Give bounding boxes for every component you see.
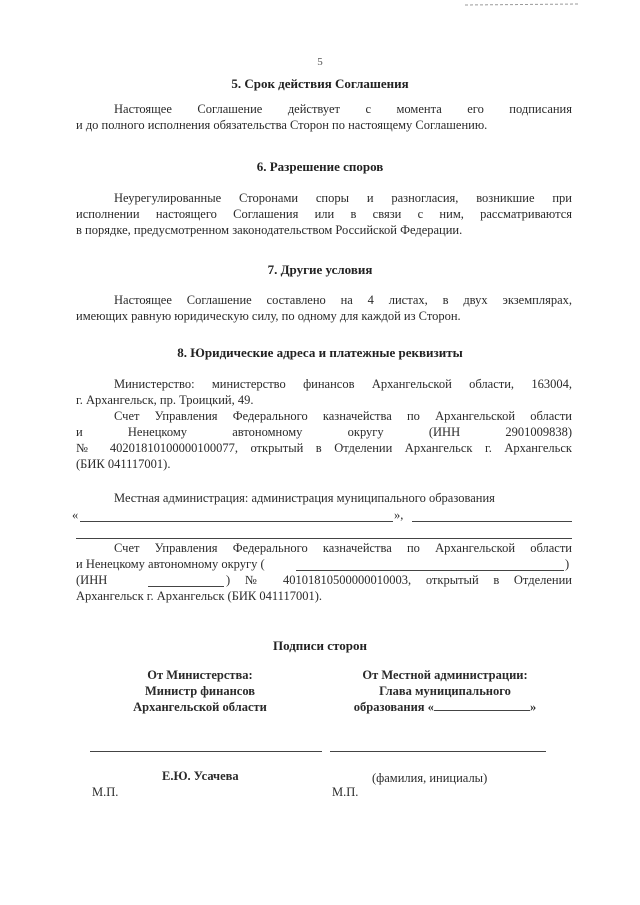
stamp-left: М.П.	[92, 785, 119, 799]
local-line-6: ) № 40101810500000010003, открытый в Отделении	[226, 573, 572, 587]
signature-left-line-3: Архангельской области	[133, 700, 267, 714]
section-8-title: 8. Юридические адреса и платежные реквизиты	[177, 345, 463, 360]
section-5-line-1: Настоящее Соглашение действует с момента его подписания	[114, 102, 572, 116]
signature-left-line-2: Министр финансов	[144, 684, 256, 698]
local-inn-blank	[148, 586, 224, 587]
section-7-title: 7. Другие условия	[267, 262, 373, 277]
scan-artifact	[465, 2, 580, 7]
local-quote-open: «	[72, 508, 79, 522]
ministry-line-2: г. Архангельск, пр. Троицкий, 49.	[76, 393, 254, 407]
local-inn-label: (ИНН	[76, 573, 108, 587]
head-name-placeholder: (фамилия, инициалы)	[372, 771, 488, 785]
section-5-title: 5. Срок действия Соглашения	[231, 76, 409, 91]
local-quote-close: »,	[394, 508, 404, 522]
section-6-title: 6. Разрешение споров	[256, 159, 384, 174]
stamp-right: М.П.	[332, 785, 359, 799]
signature-line-left	[90, 751, 322, 752]
municipality-name-blank-3	[76, 538, 572, 539]
local-line-5: и Ненецкому автономному округу (	[76, 557, 265, 571]
local-line-5-close: )	[565, 557, 570, 571]
signature-right-line-3: образования «	[353, 700, 434, 714]
signature-right-line-3-close: »	[529, 700, 537, 714]
section-5-line-2: и до полного исполнения обязательства Сторон по настоящему Соглашению.	[76, 118, 488, 132]
signature-right-line-2: Глава муниципального	[379, 684, 511, 698]
municipality-blank	[434, 699, 530, 711]
ministry-line-3: Счет Управления Федерального казначейства по Архангельской области	[114, 409, 572, 423]
ministry-line-6: (БИК 041117001).	[76, 457, 171, 471]
signatures-title: Подписи сторон	[272, 638, 367, 653]
local-line-1: Местная администрация: администрация муниципального образования	[114, 491, 495, 505]
minister-name: Е.Ю. Усачева	[162, 769, 239, 783]
municipality-name-blank-2	[412, 521, 572, 522]
signature-left-line-1: От Министерства:	[147, 668, 253, 682]
local-line-4: Счет Управления Федерального казначейства по Архангельской области	[114, 541, 572, 555]
section-6-line-3: в порядке, предусмотренном законодательством Российской Федерации.	[76, 223, 463, 237]
municipality-name-blank	[80, 521, 393, 522]
section-6-line-2: исполнении настоящего Соглашения или в связи с ним, рассматриваются	[76, 207, 572, 221]
local-line-7: Архангельск г. Архангельск (БИК 041117001).	[76, 589, 322, 603]
ministry-line-4: и Ненецкому автономному округу (ИНН 2901009838)	[76, 425, 572, 439]
ministry-line-1: Министерство: министерство финансов Архангельской области, 163004,	[114, 377, 572, 391]
section-6-line-1: Неурегулированные Сторонами споры и разногласия, возникшие при	[114, 191, 572, 205]
section-7-line-1: Настоящее Соглашение составлено на 4 листах, в двух экземплярах,	[114, 293, 572, 307]
page-number: 5	[317, 56, 323, 68]
signature-right-line-1: От Местной администрации:	[362, 668, 528, 682]
local-account-blank	[296, 570, 564, 571]
section-7-line-2: имеющих равную юридическую силу, по одному для каждой из Сторон.	[76, 309, 461, 323]
signature-line-right	[330, 751, 546, 752]
ministry-line-5: № 40201810100000100077, открытый в Отделении Архангельск г. Архангельск	[76, 441, 572, 455]
